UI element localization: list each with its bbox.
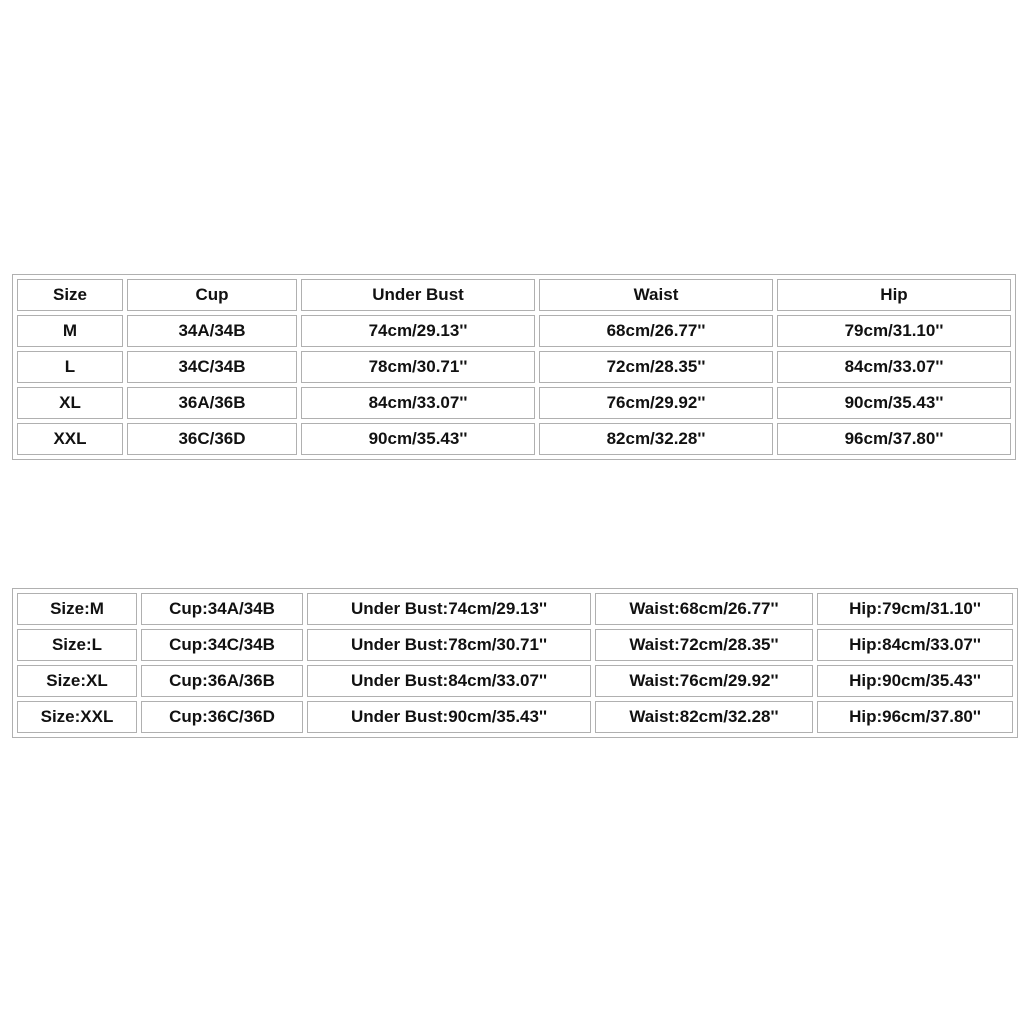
cell-size: Size:XL: [17, 665, 137, 697]
cell-size: XL: [17, 387, 123, 419]
cell-cup: Cup:34A/34B: [141, 593, 303, 625]
size-chart-labeled-table: [12, 588, 1018, 738]
cell-waist: Waist:82cm/32.28'': [595, 701, 813, 733]
cell-cup: 34A/34B: [127, 315, 297, 347]
cell-under-bust: 74cm/29.13'': [301, 315, 535, 347]
cell-hip: Hip:79cm/31.10'': [817, 593, 1013, 625]
cell-cup: 36C/36D: [127, 423, 297, 455]
cell-under-bust: Under Bust:84cm/33.07'': [307, 665, 591, 697]
cell-waist: 76cm/29.92'': [539, 387, 773, 419]
table-row: [17, 629, 1013, 661]
table-row: [17, 701, 1013, 733]
cell-cup: 34C/34B: [127, 351, 297, 383]
cell-hip: 84cm/33.07'': [777, 351, 1011, 383]
cell-hip: Hip:90cm/35.43'': [817, 665, 1013, 697]
cell-hip: Hip:96cm/37.80'': [817, 701, 1013, 733]
cell-under-bust: Under Bust:74cm/29.13'': [307, 593, 591, 625]
cell-hip: 96cm/37.80'': [777, 423, 1011, 455]
cell-size: XXL: [17, 423, 123, 455]
header-size: Size: [17, 279, 123, 311]
header-under-bust: Under Bust: [301, 279, 535, 311]
cell-cup: Cup:36C/36D: [141, 701, 303, 733]
header-cup: Cup: [127, 279, 297, 311]
table-row: [17, 423, 1011, 455]
cell-under-bust: 84cm/33.07'': [301, 387, 535, 419]
cell-size: Size:XXL: [17, 701, 137, 733]
cell-under-bust: 78cm/30.71'': [301, 351, 535, 383]
cell-waist: 68cm/26.77'': [539, 315, 773, 347]
cell-under-bust: Under Bust:90cm/35.43'': [307, 701, 591, 733]
cell-size: Size:M: [17, 593, 137, 625]
cell-size: M: [17, 315, 123, 347]
table-header-row: [17, 279, 1011, 311]
cell-cup: Cup:34C/34B: [141, 629, 303, 661]
cell-waist: 82cm/32.28'': [539, 423, 773, 455]
cell-waist: 72cm/28.35'': [539, 351, 773, 383]
table-row: [17, 593, 1013, 625]
table-row: [17, 665, 1013, 697]
table-row: [17, 387, 1011, 419]
cell-waist: Waist:76cm/29.92'': [595, 665, 813, 697]
cell-size: L: [17, 351, 123, 383]
table-row: [17, 351, 1011, 383]
cell-cup: 36A/36B: [127, 387, 297, 419]
cell-hip: 90cm/35.43'': [777, 387, 1011, 419]
cell-waist: Waist:68cm/26.77'': [595, 593, 813, 625]
cell-hip: Hip:84cm/33.07'': [817, 629, 1013, 661]
cell-under-bust: Under Bust:78cm/30.71'': [307, 629, 591, 661]
cell-hip: 79cm/31.10'': [777, 315, 1011, 347]
cell-size: Size:L: [17, 629, 137, 661]
header-waist: Waist: [539, 279, 773, 311]
header-hip: Hip: [777, 279, 1011, 311]
cell-waist: Waist:72cm/28.35'': [595, 629, 813, 661]
cell-cup: Cup:36A/36B: [141, 665, 303, 697]
size-chart-table: [12, 274, 1016, 460]
table-row: [17, 315, 1011, 347]
cell-under-bust: 90cm/35.43'': [301, 423, 535, 455]
